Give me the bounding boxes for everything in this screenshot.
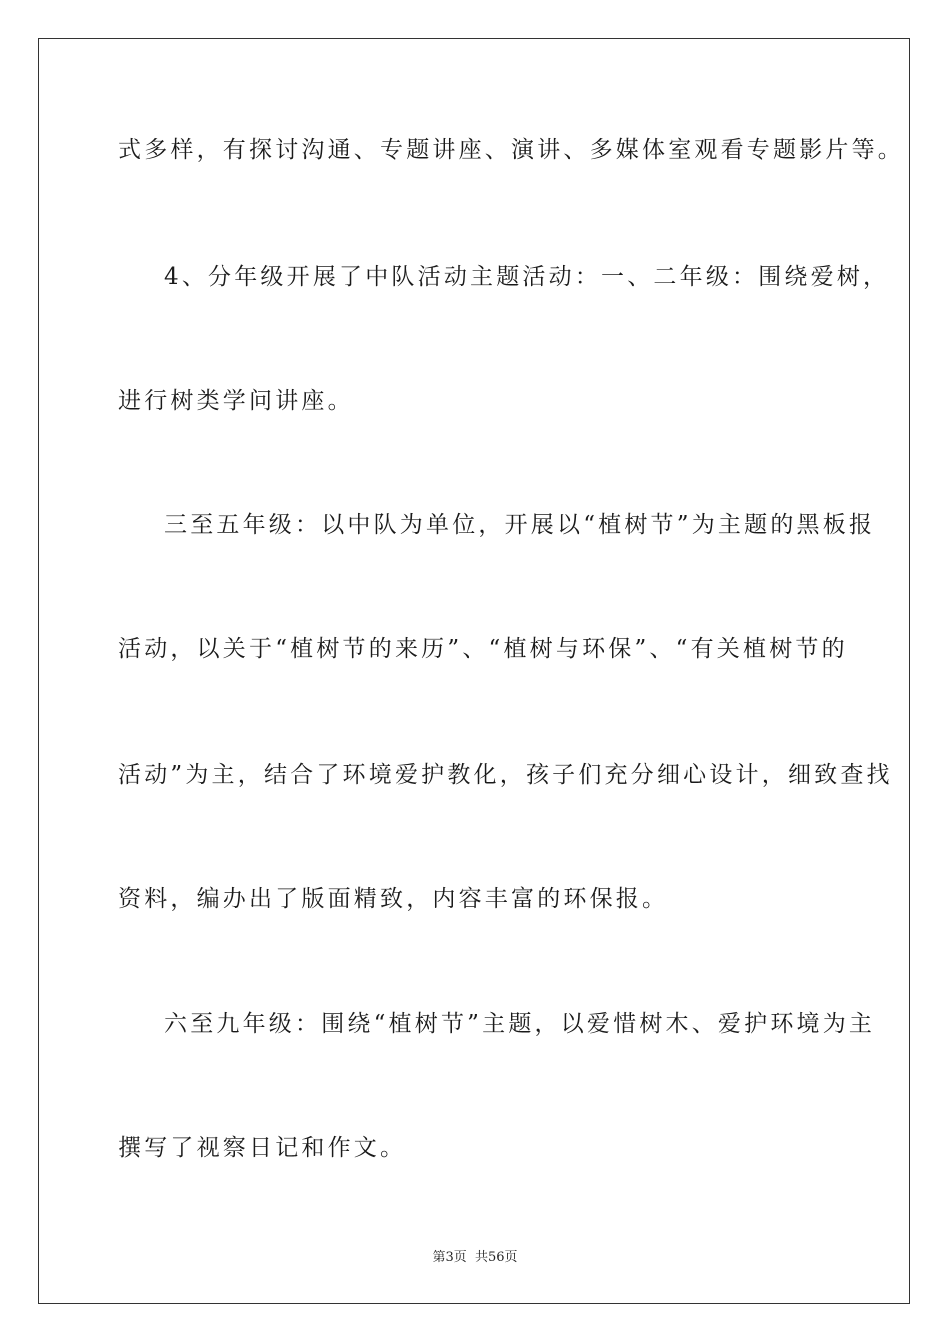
page-frame — [38, 38, 910, 1304]
paragraph-line-9: 撰写了视察日记和作文。 — [118, 1135, 407, 1161]
page-number-footer: 第3页 共56页 — [432, 1250, 518, 1265]
paragraph-line-3: 进行树类学问讲座。 — [118, 388, 354, 414]
paragraph-line-7: 资料，编办出了版面精致，内容丰富的环保报。 — [118, 886, 669, 912]
paragraph-line-6: 活动”为主，结合了环境爱护教化，孩子们充分细心设计，细致查找 — [118, 762, 893, 788]
paragraph-line-4: 三至五年级：以中队为单位，开展以“植树节”为主题的黑板报 — [164, 512, 876, 538]
paragraph-line-5: 活动，以关于“植树节的来历”、“植树与环保”、“有关植树节的 — [118, 636, 848, 662]
paragraph-line-2: 4、分年级开展了中队活动主题活动：一、二年级：围绕爱树， — [164, 264, 890, 290]
paragraph-line-8: 六至九年级：围绕“植树节”主题，以爱惜树木、爱护环境为主 — [164, 1011, 876, 1037]
paragraph-line-1: 式多样，有探讨沟通、专题讲座、演讲、多媒体室观看专题影片等。 — [118, 137, 904, 163]
